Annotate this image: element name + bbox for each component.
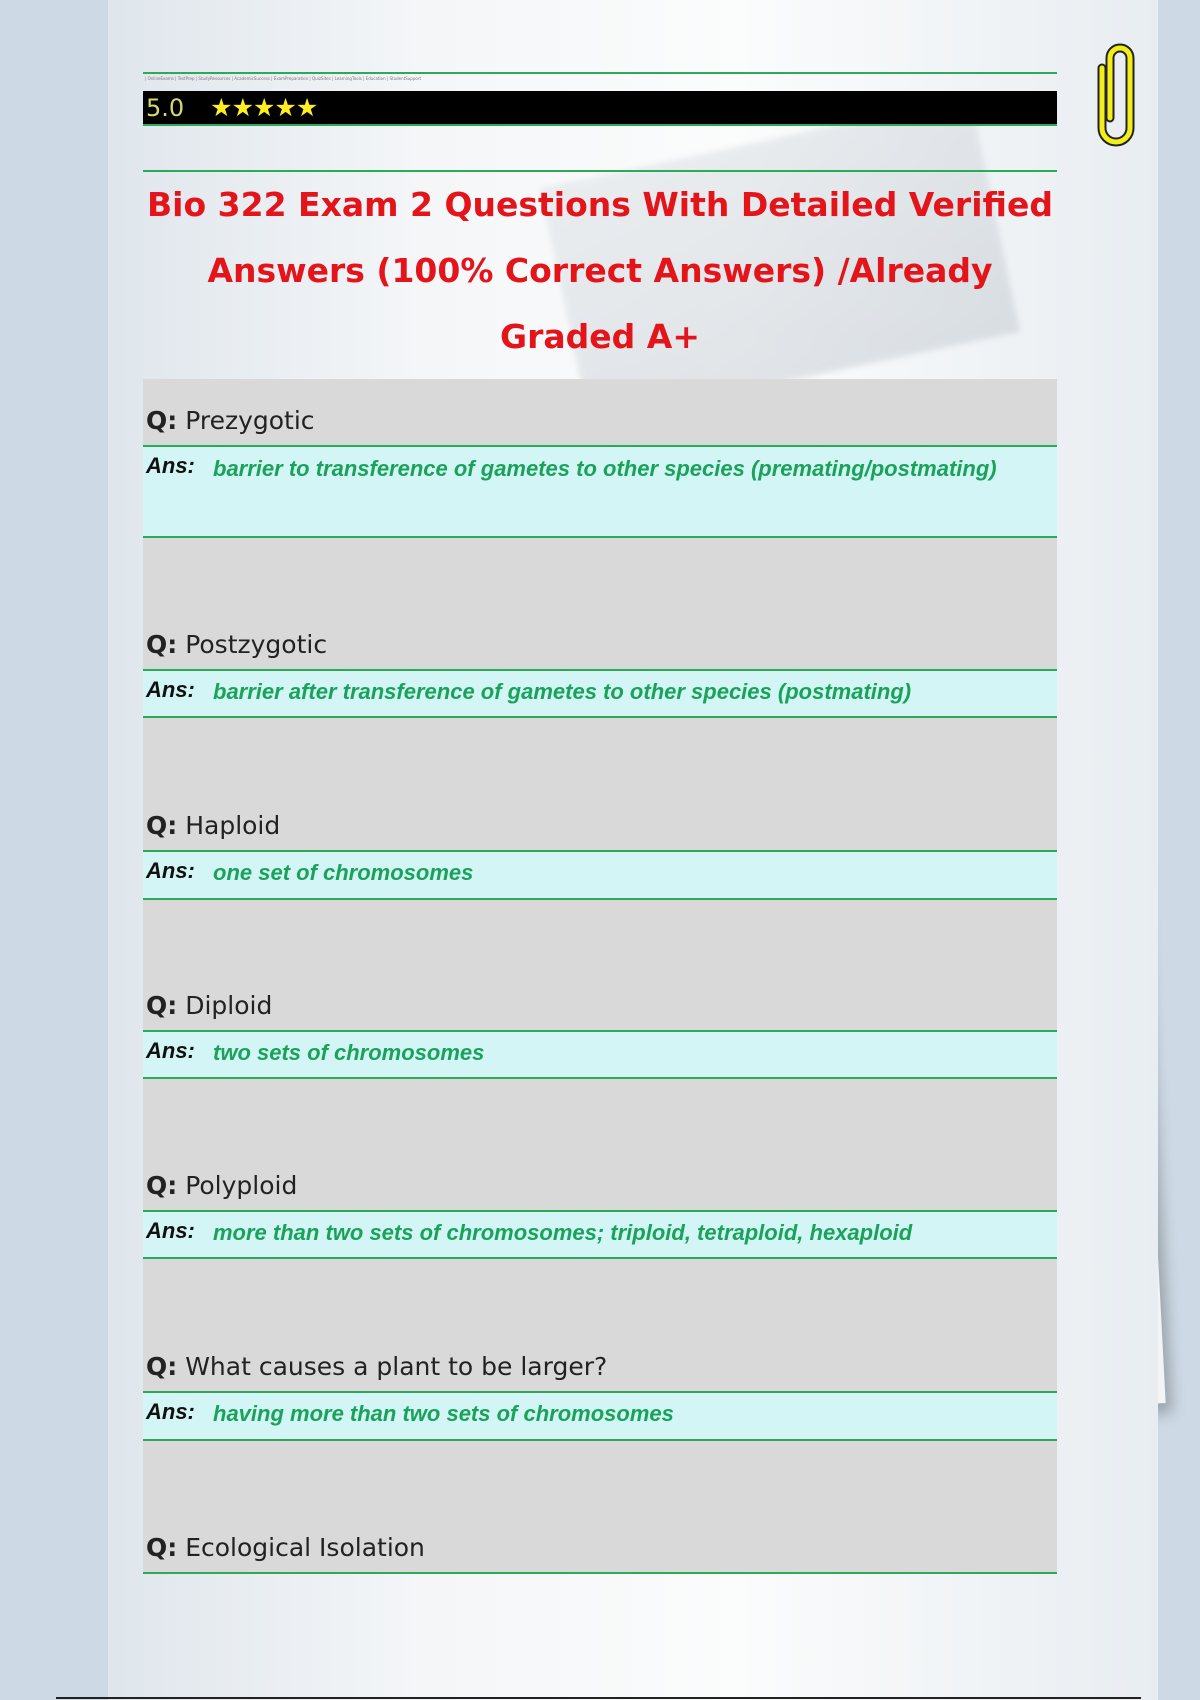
question-row xyxy=(143,1259,1057,1393)
question-text: What causes a plant to be larger? xyxy=(185,1352,608,1381)
question-text: Prezygotic xyxy=(185,406,315,435)
answer-row xyxy=(143,447,1057,538)
question-label: Q: xyxy=(146,1533,178,1562)
answer-label: Ans: xyxy=(146,858,195,883)
answer-row xyxy=(143,1393,1057,1441)
answer-row xyxy=(143,852,1057,900)
rating-score: 5.0 xyxy=(146,93,185,122)
answer-label: Ans: xyxy=(146,1218,195,1243)
answer-row xyxy=(143,671,1057,718)
answer-row xyxy=(143,1212,1057,1259)
breadcrumbs: | OnlineExams | TestPrep | StudyResources | AcademicSuccess | ExamPreparation | QuizSites | LearningTools | Education | StudentSupport xyxy=(145,76,422,81)
question-text: Ecological Isolation xyxy=(185,1533,425,1562)
answer-text: two sets of chromosomes xyxy=(213,1040,485,1065)
question-label: Q: xyxy=(146,1352,178,1381)
question-text: Postzygotic xyxy=(185,630,328,659)
question-label: Q: xyxy=(146,1171,178,1200)
answer-text: more than two sets of chromosomes; triploid, tetraploid, hexaploid xyxy=(213,1220,913,1245)
answer-text: having more than two sets of chromosomes xyxy=(213,1401,674,1426)
question-text: Diploid xyxy=(185,991,273,1020)
question-row xyxy=(143,538,1057,671)
answer-text: barrier to transference of gametes to other species (premating/postmating) xyxy=(213,456,997,481)
question-label: Q: xyxy=(146,406,178,435)
question-row xyxy=(143,379,1057,447)
answer-label: Ans: xyxy=(146,453,195,478)
question-text: Haploid xyxy=(185,811,281,840)
question-row xyxy=(143,1441,1057,1574)
rating-bar xyxy=(143,91,1057,126)
question-text: Polyploid xyxy=(185,1171,298,1200)
paperclip-icon xyxy=(1088,38,1144,158)
rating-stars: ★★★★★ xyxy=(210,93,318,122)
page-title: Bio 322 Exam 2 Questions With Detailed Verified Answers (100% Correct Answers) /Already Graded A+ xyxy=(147,185,1053,356)
question-label: Q: xyxy=(146,630,178,659)
answer-text: one set of chromosomes xyxy=(213,860,474,885)
footer-line xyxy=(56,1697,1141,1699)
question-label: Q: xyxy=(146,811,178,840)
answer-text: barrier after transference of gametes to other species (postmating) xyxy=(213,679,912,704)
question-row xyxy=(143,718,1057,852)
header-line xyxy=(143,72,1057,74)
answer-label: Ans: xyxy=(146,677,195,702)
question-row xyxy=(143,1079,1057,1212)
answer-label: Ans: xyxy=(146,1038,195,1063)
answer-row xyxy=(143,1032,1057,1079)
answer-label: Ans: xyxy=(146,1399,195,1424)
question-row xyxy=(143,900,1057,1032)
question-label: Q: xyxy=(146,991,178,1020)
